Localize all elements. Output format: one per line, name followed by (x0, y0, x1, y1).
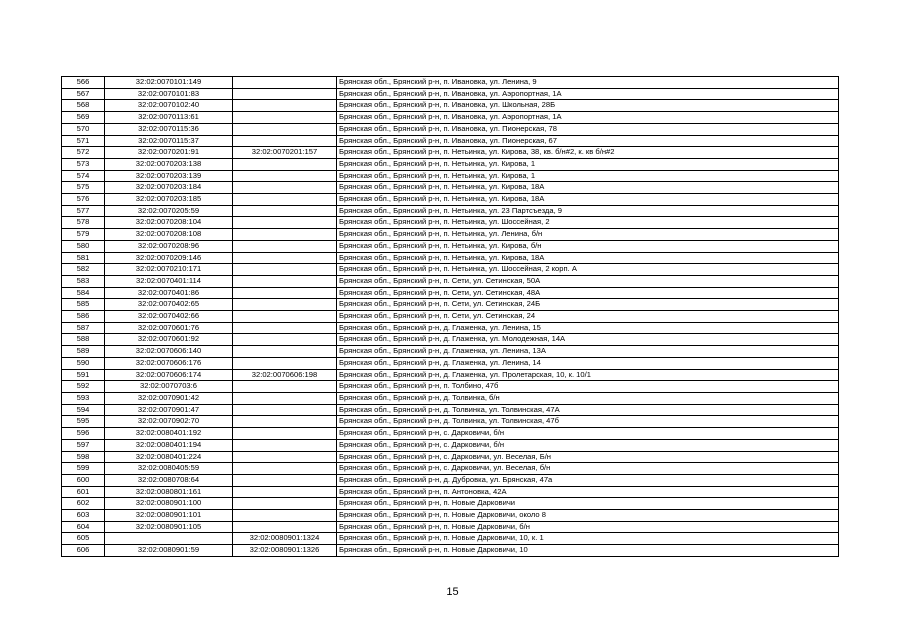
table-row (62, 392, 839, 404)
cadastral-number-cell: 32:02:0070606:140 (105, 346, 233, 358)
address-cell: Брянская обл., Брянский р-н, д. Толвинка, б/н (337, 392, 839, 404)
row-number-cell: 600 (62, 474, 105, 486)
table-row (62, 299, 839, 311)
secondary-cadastral-number-cell (233, 217, 337, 229)
cadastral-number-cell: 32:02:0070203:139 (105, 170, 233, 182)
secondary-cadastral-number-cell: 32:02:0070606:198 (233, 369, 337, 381)
address-cell: Брянская обл., Брянский р-н, п. Новые Дарковичи, около 8 (337, 510, 839, 522)
table-row (62, 381, 839, 393)
table-row (62, 439, 839, 451)
secondary-cadastral-number-cell (233, 439, 337, 451)
address-cell: Брянская обл., Брянский р-н, д. Толвинка, ул. Толвинская, 47А (337, 404, 839, 416)
secondary-cadastral-number-cell (233, 404, 337, 416)
row-number-cell: 574 (62, 170, 105, 182)
address-cell: Брянская обл., Брянский р-н, п. Толбино, 47б (337, 381, 839, 393)
row-number-cell: 606 (62, 545, 105, 557)
secondary-cadastral-number-cell (233, 346, 337, 358)
cadastral-number-cell: 32:02:0070901:47 (105, 404, 233, 416)
table-row (62, 264, 839, 276)
cadastral-number-cell: 32:02:0080401:224 (105, 451, 233, 463)
row-number-cell: 568 (62, 100, 105, 112)
row-number-cell: 605 (62, 533, 105, 545)
cadastral-number-cell: 32:02:0080801:161 (105, 486, 233, 498)
secondary-cadastral-number-cell (233, 474, 337, 486)
row-number-cell: 602 (62, 498, 105, 510)
table-row (62, 521, 839, 533)
table-row (62, 217, 839, 229)
table-row (62, 182, 839, 194)
cadastral-number-cell: 32:02:0070208:108 (105, 229, 233, 241)
row-number-cell: 567 (62, 88, 105, 100)
address-cell: Брянская обл., Брянский р-н, п. Ивановка, ул. Школьная, 28Б (337, 100, 839, 112)
table-row (62, 135, 839, 147)
table-row (62, 77, 839, 89)
table-row (62, 158, 839, 170)
table-row (62, 205, 839, 217)
cadastral-number-cell: 32:02:0070203:185 (105, 194, 233, 206)
secondary-cadastral-number-cell (233, 486, 337, 498)
row-number-cell: 575 (62, 182, 105, 194)
secondary-cadastral-number-cell (233, 88, 337, 100)
secondary-cadastral-number-cell (233, 194, 337, 206)
cadastral-number-cell: 32:02:0070601:76 (105, 322, 233, 334)
table-row (62, 322, 839, 334)
cadastral-number-cell: 32:02:0070210:171 (105, 264, 233, 276)
cadastral-number-cell: 32:02:0080708:64 (105, 474, 233, 486)
row-number-cell: 587 (62, 322, 105, 334)
address-cell: Брянская обл., Брянский р-н, п. Ивановка, ул. Пионерская, 78 (337, 123, 839, 135)
row-number-cell: 585 (62, 299, 105, 311)
secondary-cadastral-number-cell (233, 275, 337, 287)
address-cell: Брянская обл., Брянский р-н, п. Нетьинка, ул. Кирова, 18А (337, 182, 839, 194)
cadastral-number-cell: 32:02:0070115:37 (105, 135, 233, 147)
row-number-cell: 586 (62, 311, 105, 323)
table-row (62, 123, 839, 135)
secondary-cadastral-number-cell (233, 510, 337, 522)
row-number-cell: 588 (62, 334, 105, 346)
table-row (62, 346, 839, 358)
table-row (62, 311, 839, 323)
address-cell: Брянская обл., Брянский р-н, с. Дарковичи, ул. Веселая, Б/н (337, 451, 839, 463)
address-cell: Брянская обл., Брянский р-н, п. Новые Дарковичи, 10 (337, 545, 839, 557)
address-cell: Брянская обл., Брянский р-н, п. Ивановка, ул. Ленина, 9 (337, 77, 839, 89)
secondary-cadastral-number-cell (233, 240, 337, 252)
row-number-cell: 580 (62, 240, 105, 252)
secondary-cadastral-number-cell: 32:02:0080901:1324 (233, 533, 337, 545)
row-number-cell: 576 (62, 194, 105, 206)
secondary-cadastral-number-cell (233, 77, 337, 89)
table-row (62, 252, 839, 264)
row-number-cell: 569 (62, 112, 105, 124)
row-number-cell: 583 (62, 275, 105, 287)
cadastral-number-cell: 32:02:0070703:6 (105, 381, 233, 393)
row-number-cell: 604 (62, 521, 105, 533)
address-cell: Брянская обл., Брянский р-н, п. Сети, ул. Сетинская, 24 (337, 311, 839, 323)
cadastral-number-cell: 32:02:0080901:100 (105, 498, 233, 510)
row-number-cell: 578 (62, 217, 105, 229)
address-cell: Брянская обл., Брянский р-н, д. Глаженка, ул. Ленина, 13А (337, 346, 839, 358)
row-number-cell: 572 (62, 147, 105, 159)
table-row (62, 240, 839, 252)
secondary-cadastral-number-cell (233, 299, 337, 311)
row-number-cell: 591 (62, 369, 105, 381)
address-cell: Брянская обл., Брянский р-н, п. Ивановка, ул. Пионерская, 67 (337, 135, 839, 147)
row-number-cell: 590 (62, 357, 105, 369)
table-row (62, 100, 839, 112)
cadastral-number-cell: 32:02:0080405:59 (105, 463, 233, 475)
table-body (62, 77, 839, 557)
row-number-cell: 594 (62, 404, 105, 416)
secondary-cadastral-number-cell (233, 428, 337, 440)
table-row (62, 147, 839, 159)
secondary-cadastral-number-cell: 32:02:0080901:1326 (233, 545, 337, 557)
cadastral-number-cell: 32:02:0070401:114 (105, 275, 233, 287)
row-number-cell: 598 (62, 451, 105, 463)
cadastral-number-cell: 32:02:0070203:138 (105, 158, 233, 170)
address-cell: Брянская обл., Брянский р-н, д. Толвинка, ул. Толвинская, 47б (337, 416, 839, 428)
cadastral-number-cell: 32:02:0070102:40 (105, 100, 233, 112)
row-number-cell: 599 (62, 463, 105, 475)
address-cell: Брянская обл., Брянский р-н, п. Нетьинка, ул. Кирова, б/н (337, 240, 839, 252)
secondary-cadastral-number-cell (233, 334, 337, 346)
address-cell: Брянская обл., Брянский р-н, п. Ивановка, ул. Аэропортная, 1А (337, 112, 839, 124)
address-cell: Брянская обл., Брянский р-н, п. Нетьинка, ул. Кирова, 18А (337, 252, 839, 264)
address-cell: Брянская обл., Брянский р-н, д. Глаженка, ул. Пролетарская, 10, к. 10/1 (337, 369, 839, 381)
cadastral-number-cell: 32:02:0070209:146 (105, 252, 233, 264)
cadastral-number-cell: 32:02:0070402:65 (105, 299, 233, 311)
secondary-cadastral-number-cell (233, 311, 337, 323)
address-cell: Брянская обл., Брянский р-н, п. Новые Дарковичи, б/н (337, 521, 839, 533)
row-number-cell: 593 (62, 392, 105, 404)
row-number-cell: 601 (62, 486, 105, 498)
cadastral-number-cell: 32:02:0070203:184 (105, 182, 233, 194)
address-cell: Брянская обл., Брянский р-н, п. Нетьинка, ул. Кирова, 1 (337, 158, 839, 170)
row-number-cell: 603 (62, 510, 105, 522)
table-row (62, 451, 839, 463)
property-registry-table (61, 76, 839, 557)
row-number-cell: 595 (62, 416, 105, 428)
table-row (62, 416, 839, 428)
address-cell: Брянская обл., Брянский р-н, п. Новые Дарковичи (337, 498, 839, 510)
table-row (62, 170, 839, 182)
secondary-cadastral-number-cell (233, 264, 337, 276)
table-row (62, 369, 839, 381)
table-row (62, 404, 839, 416)
secondary-cadastral-number-cell (233, 100, 337, 112)
secondary-cadastral-number-cell (233, 229, 337, 241)
row-number-cell: 592 (62, 381, 105, 393)
cadastral-number-cell: 32:02:0070115:36 (105, 123, 233, 135)
table-row (62, 88, 839, 100)
address-cell: Брянская обл., Брянский р-н, с. Дарковичи, б/н (337, 439, 839, 451)
row-number-cell: 579 (62, 229, 105, 241)
row-number-cell: 581 (62, 252, 105, 264)
row-number-cell: 584 (62, 287, 105, 299)
address-cell: Брянская обл., Брянский р-н, п. Нетьинка, ул. Кирова, 18А (337, 194, 839, 206)
cadastral-number-cell: 32:02:0080901:101 (105, 510, 233, 522)
table-row (62, 229, 839, 241)
cadastral-number-cell: 32:02:0070901:42 (105, 392, 233, 404)
address-cell: Брянская обл., Брянский р-н, п. Нетьинка, ул. Кирова, 38, кв. б/н#2, к. кв б/н#2 (337, 147, 839, 159)
cadastral-number-cell: 32:02:0070902:70 (105, 416, 233, 428)
cadastral-number-cell: 32:02:0070402:66 (105, 311, 233, 323)
cadastral-number-cell: 32:02:0070113:61 (105, 112, 233, 124)
cadastral-number-cell (105, 533, 233, 545)
address-cell: Брянская обл., Брянский р-н, п. Антоновка, 42А (337, 486, 839, 498)
secondary-cadastral-number-cell (233, 123, 337, 135)
address-cell: Брянская обл., Брянский р-н, д. Дубровка, ул. Брянская, 47а (337, 474, 839, 486)
secondary-cadastral-number-cell (233, 498, 337, 510)
table-row (62, 112, 839, 124)
address-cell: Брянская обл., Брянский р-н, п. Нетьинка, ул. Кирова, 1 (337, 170, 839, 182)
secondary-cadastral-number-cell (233, 205, 337, 217)
address-cell: Брянская обл., Брянский р-н, п. Нетьинка, ул. Ленина, б/н (337, 229, 839, 241)
secondary-cadastral-number-cell (233, 135, 337, 147)
table-row (62, 287, 839, 299)
row-number-cell: 573 (62, 158, 105, 170)
secondary-cadastral-number-cell (233, 416, 337, 428)
page-number: 15 (446, 586, 459, 598)
secondary-cadastral-number-cell (233, 158, 337, 170)
secondary-cadastral-number-cell (233, 182, 337, 194)
address-cell: Брянская обл., Брянский р-н, п. Нетьинка, ул. Шоссейная, 2 корп. А (337, 264, 839, 276)
cadastral-number-cell: 32:02:0080401:192 (105, 428, 233, 440)
table-row (62, 545, 839, 557)
address-cell: Брянская обл., Брянский р-н, п. Сети, ул. Сетинская, 50А (337, 275, 839, 287)
address-cell: Брянская обл., Брянский р-н, п. Нетьинка, ул. Шоссейная, 2 (337, 217, 839, 229)
row-number-cell: 577 (62, 205, 105, 217)
cadastral-number-cell: 32:02:0070101:83 (105, 88, 233, 100)
secondary-cadastral-number-cell (233, 357, 337, 369)
table-row (62, 474, 839, 486)
table-row (62, 194, 839, 206)
cadastral-number-cell: 32:02:0070101:149 (105, 77, 233, 89)
address-cell: Брянская обл., Брянский р-н, с. Дарковичи, ул. Веселая, б/н (337, 463, 839, 475)
table-row (62, 463, 839, 475)
secondary-cadastral-number-cell (233, 392, 337, 404)
row-number-cell: 582 (62, 264, 105, 276)
cadastral-number-cell: 32:02:0080901:105 (105, 521, 233, 533)
row-number-cell: 589 (62, 346, 105, 358)
cadastral-number-cell: 32:02:0070401:86 (105, 287, 233, 299)
cadastral-number-cell: 32:02:0070606:174 (105, 369, 233, 381)
address-cell: Брянская обл., Брянский р-н, п. Сети, ул. Сетинская, 48А (337, 287, 839, 299)
table-row (62, 334, 839, 346)
table-row (62, 498, 839, 510)
secondary-cadastral-number-cell (233, 381, 337, 393)
secondary-cadastral-number-cell (233, 170, 337, 182)
table-row (62, 486, 839, 498)
row-number-cell: 596 (62, 428, 105, 440)
row-number-cell: 570 (62, 123, 105, 135)
cadastral-number-cell: 32:02:0070208:96 (105, 240, 233, 252)
address-cell: Брянская обл., Брянский р-н, д. Глаженка, ул. Молодежная, 14А (337, 334, 839, 346)
address-cell: Брянская обл., Брянский р-н, п. Сети, ул. Сетинская, 24Б (337, 299, 839, 311)
secondary-cadastral-number-cell (233, 112, 337, 124)
cadastral-number-cell: 32:02:0070606:176 (105, 357, 233, 369)
secondary-cadastral-number-cell (233, 287, 337, 299)
secondary-cadastral-number-cell (233, 322, 337, 334)
cadastral-number-cell: 32:02:0070601:92 (105, 334, 233, 346)
secondary-cadastral-number-cell (233, 463, 337, 475)
table-row (62, 510, 839, 522)
address-cell: Брянская обл., Брянский р-н, с. Дарковичи, б/н (337, 428, 839, 440)
address-cell: Брянская обл., Брянский р-н, п. Ивановка, ул. Аэропортная, 1А (337, 88, 839, 100)
cadastral-number-cell: 32:02:0070208:104 (105, 217, 233, 229)
secondary-cadastral-number-cell (233, 451, 337, 463)
cadastral-number-cell: 32:02:0070205:59 (105, 205, 233, 217)
cadastral-number-cell: 32:02:0070201:91 (105, 147, 233, 159)
address-cell: Брянская обл., Брянский р-н, п. Новые Дарковичи, 10, к. 1 (337, 533, 839, 545)
secondary-cadastral-number-cell (233, 252, 337, 264)
cadastral-number-cell: 32:02:0080901:59 (105, 545, 233, 557)
table-row (62, 357, 839, 369)
secondary-cadastral-number-cell: 32:02:0070201:157 (233, 147, 337, 159)
table-row (62, 275, 839, 287)
cadastral-number-cell: 32:02:0080401:194 (105, 439, 233, 451)
row-number-cell: 597 (62, 439, 105, 451)
secondary-cadastral-number-cell (233, 521, 337, 533)
row-number-cell: 566 (62, 77, 105, 89)
address-cell: Брянская обл., Брянский р-н, д. Глаженка, ул. Ленина, 15 (337, 322, 839, 334)
address-cell: Брянская обл., Брянский р-н, д. Глаженка, ул. Ленина, 14 (337, 357, 839, 369)
row-number-cell: 571 (62, 135, 105, 147)
address-cell: Брянская обл., Брянский р-н, п. Нетьинка, ул. 23 Партсъезда, 9 (337, 205, 839, 217)
table-row (62, 533, 839, 545)
table-row (62, 428, 839, 440)
